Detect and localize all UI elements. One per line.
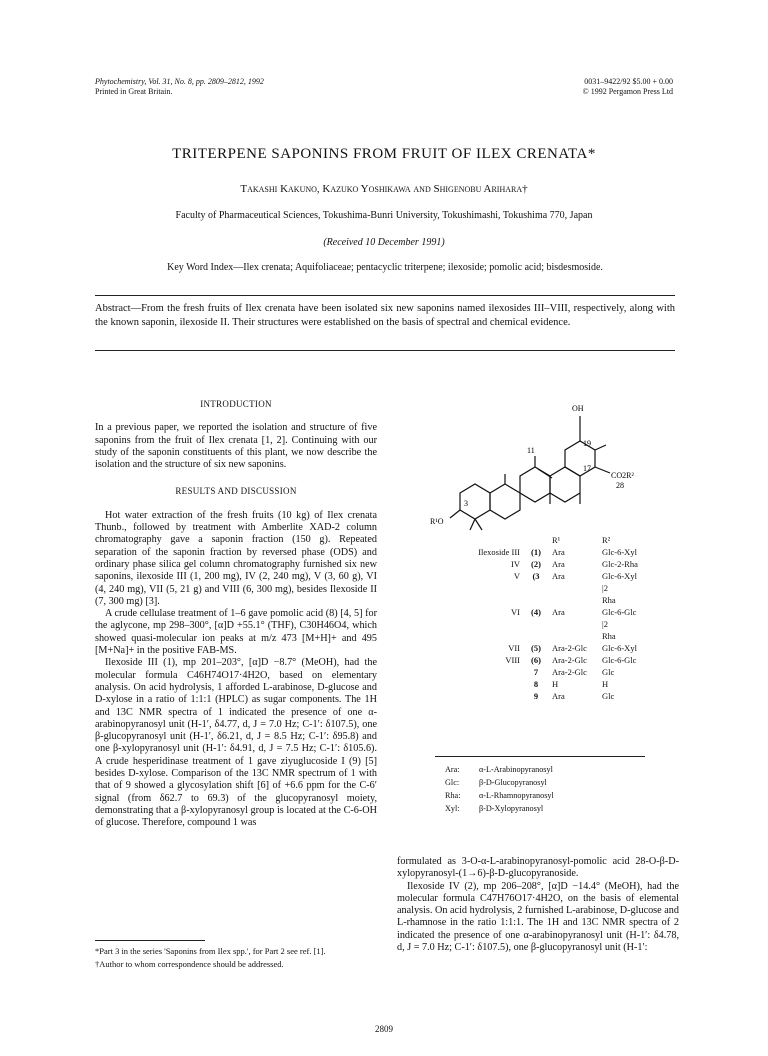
table-row: |2 [602,583,608,593]
journal-header [95,77,264,97]
affiliation: Faculty of Pharmaceutical Sciences, Tokushima-Bunri University, Tokushimashi, Tokushima 770, Japan [175,210,593,221]
table-header-row [455,535,665,547]
table-row: 9 Ara Glc [533,691,615,701]
sugar-legend [445,763,554,815]
table-row: VIII (6) Ara-2-Glc Glc-6-Glc [505,655,637,665]
table-row: Ilexoside III (1) Ara Glc-6-Xyl [478,547,637,557]
triterpene-structure-diagram [420,398,670,538]
footnote-2: †Author to whom correspondence should be addressed. [95,959,284,969]
abstract: Abstract—From the fresh fruits of Ilex crenata have been isolated six new saponins named ilexosides III–VIII, respectively, along with the known saponin, ilexoside II. Their structures were established on the basis of spectral and chemical evidence. [95,303,675,328]
table-row: 8 H H [533,679,609,689]
page-number: 2809 [375,1024,393,1034]
table-row: Rha [602,631,616,641]
results-paragraph-1: Hot water extraction of the fresh fruits (10 kg) of Ilex crenata Thunb., followed by treatment with Amberlite XAD-2 column chromatography gave a saponin fraction (150 g). Repeated separation of the saponin fraction by reversed phase (ODS) and ordinary phase silica gel column chromatography furnished six new saponins, ilexoside III (1, 200 mg), IV (2, 240 mg), V (3, 60 g), VI (4, 240 mg), VII (5, 21 g) and VIII (6, 300 mg), besides Ilexoside II (7, 300 mg) [3]. [95,509,377,607]
r1o-label: R¹O [430,517,444,526]
journal-citation: Phytochemistry, Vol. 31, No. 8, pp. 2809–2812, 1992 [95,77,264,86]
copyright: © 1992 Pergamon Press Ltd [582,87,673,96]
c11-label: 11 [527,446,535,455]
right-column-text [397,856,679,954]
footnotes [95,946,377,972]
divider [435,756,645,757]
compound-table [455,535,665,703]
c17-label: 17 [583,464,591,473]
legend-item: Ara: α-L-Arabinopyranosyl [445,765,553,774]
right-paragraph-1: formulated as 3-O-α-L-arabinopyranosyl-pomolic acid 28-O-β-D-xylopyranosyl-(1→6)-β-D-glucopyranoside. [397,856,679,880]
section-heading-introduction: INTRODUCTION [200,399,272,409]
legend-item: Xyl: β-D-Xylopyranosyl [445,804,544,813]
section-heading-results: RESULTS AND DISCUSSION [175,486,297,497]
publisher-header [583,77,673,97]
results-paragraph-3: Ilexoside III (1), mp 201–203°, [α]D −8.7° (MeOH), had the molecular formula C46H74O17·4H2O, based on elementary analysis. On acid hydrolysis, 1 afforded L-arabinose, D-glucose and D-xylose in a ratio of 1:1:1 (HPLC) as sugar components. The 1H and 13C NMR spectra of 1 indicated the presence of one α-arabinopyranosyl unit (H-1′, δ4.77, d, J = 7.0 Hz; C-1′: δ107.5), one β-glucopyranosyl unit (H-1′, δ6.21, d, J = 8.5 Hz; C-1′: δ95.8) and one β-xylopyranosyl unit (H-1′: δ4.91, d, J = 7.5 Hz; C-1′: δ105.6). A crude hesperidinase treatment of 1 gave ziyuglucoside I (9) [5] besides D-xylose. Comparison of the 13C NMR spectrum of 1 with that of 9 showed a glycosylation shift [6] of +6.6 ppm for the C-6′ signal (from δ62.7 to 69.3) of the glucopyranosyl moiety, demonstrating that a β-xylopyranosyl group is located at the C-6-OH of glucose. Therefore, compound 1 was [95,657,377,829]
right-paragraph-2: Ilexoside IV (2), mp 206–208°, [α]D −14.4° (MeOH), had the molecular formula C47H76O17·4H2O, on the basis of elemental analysis. On acid hydrolysis, 2 furnished L-arabinose, D-glucose and L-rhamnose in the ratio 1:1:1. The 1H and 13C NMR spectra of 2 indicated the presence of one α-arabinopyranosyl unit (H-1′: δ4.78, d, J = 7.0 Hz; C-1′: δ107.5), one β-glucopyranosyl unit (H-1′: [397,880,679,954]
keyword-index: Key Word Index—Ilex crenata; Aquifoliaceae; pentacyclic triterpene; ilexoside; pomolic acid; bisdesmoside. [167,262,603,273]
table-row: VII (5) Ara-2-Glc Glc-6-Xyl [508,643,637,653]
footnote-divider [95,940,205,941]
column-header-r1: R¹ [552,535,561,545]
printed-in: Printed in Great Britain. [95,87,173,96]
issn-price: 0031–9422/92 $5.00 + 0.00 [584,77,673,86]
results-paragraph-2: A crude cellulase treatment of 1–6 gave pomolic acid (8) [4, 5] for the aglycone, mp 298–300°, [α]D +55.1° (THF), C30H46O4, which showed quasi-molecular ion peaks at m/z 473 [M+H]+ and 495 [M+Na]+ in the positive FAB-MS. [95,608,377,657]
divider [95,295,675,296]
table-row: Rha [602,595,616,605]
table-row: IV (2) Ara Glc-2-Rha [511,559,638,569]
table-row: 7 Ara-2-Glc Glc [533,667,615,677]
author-list: Takashi Kakuno, Kazuko Yoshikawa and Shigenobu Arihara† [240,183,528,195]
divider [95,350,675,351]
legend-item: Rha: α-L-Rhamnopyranosyl [445,791,554,800]
legend-item: Glc: β-D-Glucopyranosyl [445,778,547,787]
left-column [95,398,377,830]
intro-paragraph: In a previous paper, we reported the isolation and structure of five saponins from the fruit of Ilex crenata [1, 2]. Continuing with our study of the saponin constituents of this plant, we now describe the isolation and the structure of six new saponins. [95,422,377,471]
table-row: |2 [602,619,608,629]
paper-title: TRITERPENE SAPONINS FROM FRUIT OF ILEX CRENATA* [172,146,596,162]
footnote-1: *Part 3 in the series 'Saponins from Ilex spp.', for Part 2 see ref. [1]. [95,946,326,956]
table-row: V (3 Ara Glc-6-Xyl [513,571,637,581]
column-header-r2: R² [602,535,611,545]
received-date: (Received 10 December 1991) [323,237,445,248]
oh-label: OH [572,404,584,413]
table-row: VI (4) Ara Glc-6-Glc [511,607,637,617]
c19-label: 19 [583,439,591,448]
c28-label: 28 [616,481,624,490]
c3-label: 3 [464,499,468,508]
co2r-label: CO2R² [611,471,634,480]
